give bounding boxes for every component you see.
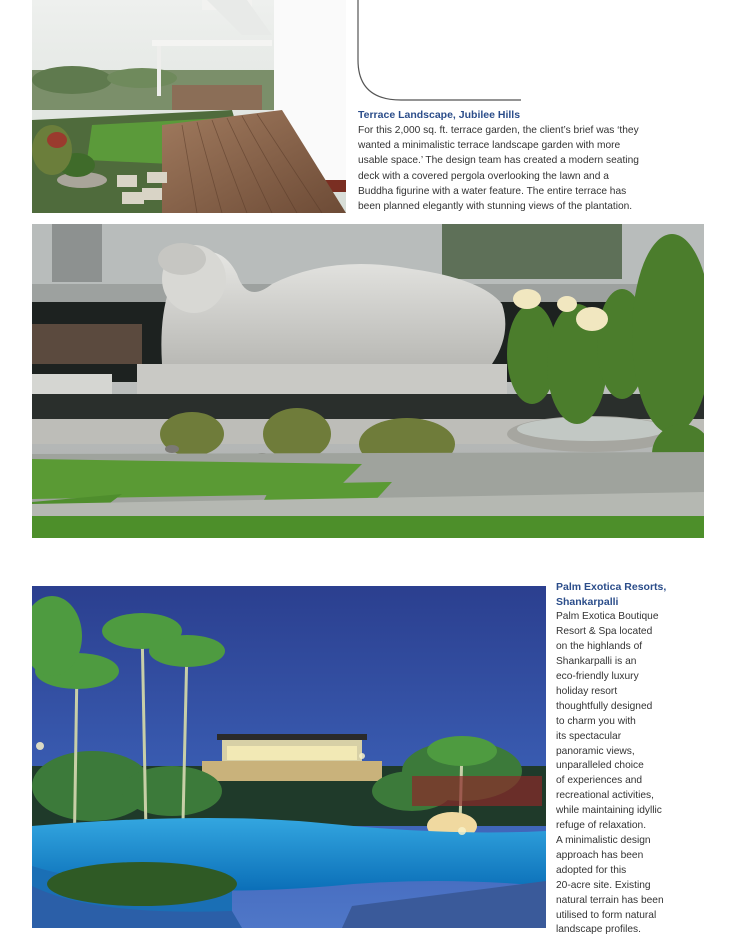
- palm-body-line: of experiences and: [556, 775, 643, 787]
- palm-body-line: landscape profiles.: [556, 924, 641, 936]
- palm-body-line: Resort & Spa located: [556, 626, 653, 638]
- palm-exotica-title: [556, 580, 676, 610]
- palm-body-line: unparalleled choice: [556, 760, 644, 772]
- palm-body-line: utilised to form natural: [556, 909, 657, 921]
- palm-exotica-title-line: Palm Exotica Resorts,: [556, 581, 667, 593]
- palm-body-line: holiday resort: [556, 685, 618, 697]
- palm-exotica-resort-photo: [32, 586, 546, 928]
- terrace-body-line: usable space.’ The design team has created a modern seating: [358, 155, 639, 167]
- palm-body-line: to charm you with: [556, 715, 636, 727]
- terrace-body-line: wanted a minimalistic terrace landscape garden with more: [358, 140, 621, 152]
- palm-body-line: its spectacular: [556, 730, 622, 742]
- terrace-body: [358, 123, 663, 214]
- terrace-caption: [358, 108, 663, 214]
- palm-body-line: approach has been: [556, 849, 644, 861]
- palm-body-line: Palm Exotica Boutique: [556, 611, 659, 623]
- terrace-title: Terrace Landscape, Jubilee Hills: [358, 109, 521, 121]
- palm-body-line: adopted for this: [556, 864, 627, 876]
- palm-body-line: refuge of relaxation.: [556, 820, 647, 832]
- palm-body-line: A minimalistic design: [556, 835, 651, 846]
- palm-exotica-caption: [556, 580, 676, 938]
- reclining-buddha-photo: [32, 224, 704, 538]
- palm-exotica-title-line: Shankarpalli: [556, 596, 619, 609]
- palm-body-line: on the highlands of: [556, 641, 643, 653]
- terrace-body-line: deck with a covered pergola overlooking the lawn and a: [358, 170, 609, 182]
- terrace-body-line: been planned elegantly with stunning views of the plantation.: [358, 201, 633, 213]
- palm-body-line: while maintaining idyllic: [556, 805, 662, 817]
- terrace-body-line: For this 2,000 sq. ft. terrace garden, the client’s brief was ‘they: [358, 125, 639, 136]
- terrace-body-line: Buddha figurine with a water feature. The entire terrace has: [358, 185, 627, 197]
- decorative-curve-line: [356, 0, 526, 104]
- palm-body-line: 20-acre site. Existing: [556, 879, 651, 891]
- palm-body-line: eco-friendly luxury: [556, 671, 639, 683]
- palm-exotica-body: [556, 610, 676, 938]
- palm-body-line: natural terrain has been: [556, 894, 664, 906]
- palm-body-line: recreational activities,: [556, 790, 654, 802]
- palm-body-line: Shankarpalli is an: [556, 656, 637, 668]
- palm-body-line: panoramic views,: [556, 745, 635, 757]
- palm-body-line: thoughtfully designed: [556, 700, 653, 712]
- terrace-garden-photo: [32, 0, 346, 213]
